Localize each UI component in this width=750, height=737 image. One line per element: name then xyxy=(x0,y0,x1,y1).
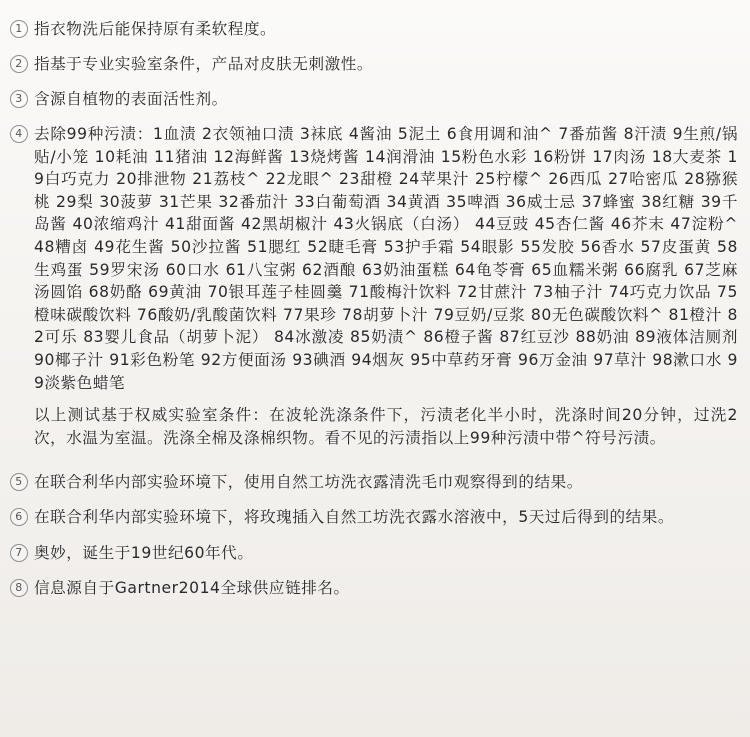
test-condition-paragraph: 以上测试基于权威实验室条件：在波轮洗涤条件下，污渍老化半小时，洗涤时间20分钟，过洗2次，水温为室温。洗涤全棉及涤棉织物。看不见的污渍指以上99种污渍中带^符号污渍。 xyxy=(34,406,738,447)
footnote-3 xyxy=(10,88,738,110)
footnote-text-7: 奥妙，诞生于19世纪60年代。 xyxy=(34,543,254,562)
footnote-marker-6: 6 xyxy=(10,508,28,526)
footnote-text-8: 信息源自于Gartner2014全球供应链排名。 xyxy=(34,578,350,597)
footnote-4 xyxy=(10,123,738,394)
footnote-2 xyxy=(10,53,738,75)
footnote-marker-2: 2 xyxy=(10,55,28,73)
footnote-8 xyxy=(10,577,738,599)
footnote-marker-8: 8 xyxy=(10,579,28,597)
footnote-marker-5: 5 xyxy=(10,473,28,491)
stain-list-text: 去除99种污渍：1血渍 2衣领袖口渍 3袜底 4酱油 5泥土 6食用调和油^ 7番茄酱 8汗渍 9生煎/锅贴/小笼 10耗油 11猪油 12海鲜酱 13烧烤酱 14润滑油 15粉色水彩 16粉饼 17肉汤 18大麦茶 19白巧克力 20排泄物 21荔枝^ 22龙眼^ 23甜橙 24苹果汁 25柠檬^ 26西瓜 27哈密瓜 28猕猴桃 29梨 30菠萝 31芒果 32番茄汁 33白葡萄酒 34黄酒 35啤酒 36威士忌 37蜂蜜 38红糖 39千岛酱 40浓缩鸡汁 41甜面酱 42黑胡椒汁 43火锅底（白汤） 44豆豉 45杏仁酱 46芥末 47淀粉^ 48糟卤 49花生酱 50沙拉酱 51腮红 52睫毛膏 53护手霜 54眼影 55发胶 56香水 57皮蛋黄 58生鸡蛋 59罗宋汤 60口水 61八宝粥 62酒酿 63奶油蛋糕 64龟苓膏 65血糯米粥 66腐乳 67芝麻汤圆馅 68奶酪 69黄油 70银耳莲子桂圆羹 71酸梅汁饮料 72甘蔗汁 73柚子汁 74巧克力饮品 75橙味碳酸饮料 76酸奶/乳酸菌饮料 77果珍 78胡萝卜汁 79豆奶/豆浆 80无色碳酸饮料^ 81橙汁 82可乐 83婴儿食品（胡萝卜泥） 84冰激凌 85奶渍^ 86橙子酱 87红豆沙 88奶油 89液体洁厕剂 90椰子汁 91彩色粉笔 92方便面汤 93碘酒 94烟灰 95中草药牙膏 96万金油 97草汁 98漱口水 99淡紫色蜡笔 xyxy=(34,125,738,392)
footnote-marker-1: 1 xyxy=(10,20,28,38)
footnote-marker-4: 4 xyxy=(10,125,28,143)
footnote-5 xyxy=(10,471,738,493)
footnote-text-1: 指衣物洗后能保持原有柔软程度。 xyxy=(34,20,277,38)
footnote-marker-3: 3 xyxy=(10,90,28,108)
footnote-text-2: 指基于专业实验室条件，产品对皮肤无刺激性。 xyxy=(34,55,374,73)
footnote-marker-7: 7 xyxy=(10,544,28,562)
footnote-text-3: 含源自植物的表面活性剂。 xyxy=(34,90,228,108)
footnote-6 xyxy=(10,506,738,529)
footnote-text-6: 在联合利华内部实验环境下，将玫瑰插入自然工坊洗衣露水溶液中，5天过后得到的结果。 xyxy=(34,508,675,527)
footnote-1 xyxy=(10,18,738,40)
footnote-7 xyxy=(10,542,738,564)
footnote-text-5: 在联合利华内部实验环境下，使用自然工坊洗衣露清洗毛巾观察得到的结果。 xyxy=(34,473,583,492)
